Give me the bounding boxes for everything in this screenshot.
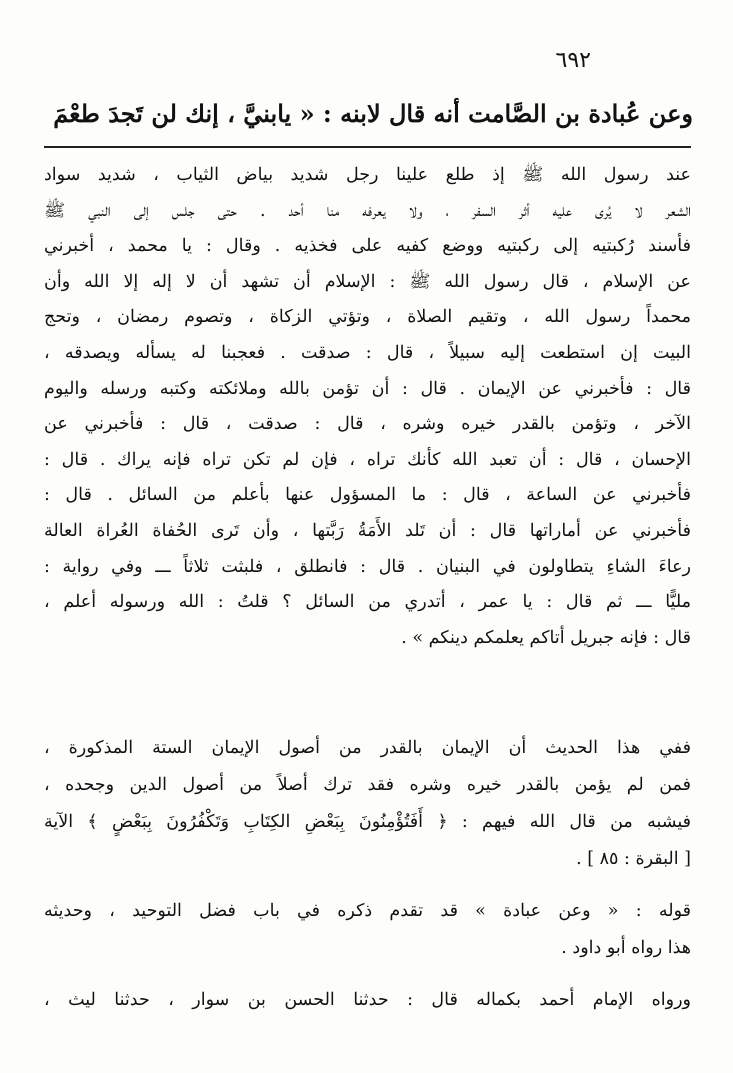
header-line: وعن عُبادة بن الصَّامت أنه قال لابنه : « يابنيَّ ، إنك لن تَجدَ طعْمَ (53, 99, 693, 128)
text-line: قال : فإنه جبريل أتاكم يعلمكم دينكم » . (401, 627, 691, 648)
text-line: رعاءَ الشاءِ يتطاولون في البنيان . قال : فانطلق ، فلبثت ثلاثاً ـــ وفي رواية : (44, 556, 691, 577)
text-line: فأخبرني عن الساعة ، قال : ما المسؤول عنها بأعلم من السائل . قال : (44, 485, 691, 506)
text-line: فأخبرني عن أماراتها قال : أن تَلد الأَمَةُ رَبَّتها ، وأن تَرى الحُفاة العُراة العالة (44, 520, 691, 541)
text-line: فيشبه من قال الله فيهم : ﴿ أَفَتُؤْمِنُونَ بِبَعْضِ الكِتَابِ وَتَكْفُرُونَ بِبَعْضٍ ﴾ الآية (44, 812, 691, 832)
text-line: الإحسان ، قال : أن تعبد الله كأنك تراه ، فإن لم تكن تراه فإنه يراك . قال : (44, 449, 691, 470)
text-line: الآخر ، وتؤمن بالقدر خيره وشره ، قال : صدقت ، قال : فأخبرني عن (44, 414, 691, 435)
text-line: قال : فأخبرني عن الإيمان . قال : أن تؤمن بالله وملائكته وكتبه ورسله واليوم (44, 378, 691, 399)
text-line: عند رسول الله ﷺ إذ طلع علينا رجل شديد بياض الثياب ، شديد سواد (44, 165, 691, 185)
text-line: هذا رواه أبو داود . (561, 938, 691, 958)
text-line: ورواه الإمام أحمد بكماله قال : حدثنا الحسن بن سوار ، حدثنا ليث ، (44, 990, 691, 1010)
text-line: الشعر لا يُرى عليه أثر السفر ، ولا يعرفه منا أحد . حتى جلس إلى النبي ﷺ (44, 200, 691, 221)
text-line: البيت إن استطعت إليه سبيلاً ، قال : صدقت . فعجبنا له يسأله ويصدقه ، (44, 342, 691, 363)
text-line: قوله : « وعن عبادة » قد تقدم ذكره في باب فضل التوحيد ، وحديثه (44, 901, 691, 921)
text-line: عن الإسلام ، قال رسول الله ﷺ : الإسلام أن تشهد أن لا إله إلا الله وأن (44, 271, 691, 292)
text-line: مليًّا ـــ ثم قال : يا عمر ، أتدري من السائل ؟ قلتُ : الله ورسوله أعلم ، (44, 592, 691, 613)
page-number: ٦٩٢ (555, 48, 591, 73)
text-line: فمن لم يؤمن بالقدر خيره وشره فقد ترك أصلاً من أصول الدين وجحده ، (44, 775, 691, 795)
text-line: فأسند رُكبتيه إلى ركبتيه ووضع كفيه على فخذيه . وقال : يا محمد ، أخبرني (44, 236, 691, 257)
commentary-paragraph (44, 730, 691, 878)
text-line: ففي هذا الحديث أن الإيمان بالقدر من أصول الإيمان الستة المذكورة ، (44, 738, 691, 758)
commentary-paragraph (44, 982, 691, 1019)
header-rule (44, 146, 691, 148)
text-line: محمداً رسول الله ، وتقيم الصلاة ، وتؤتي الزكاة ، وتصوم رمضان ، وتحج (44, 307, 691, 328)
commentary-paragraph (44, 893, 691, 967)
text-line: [ البقرة : ٨٥ ] . (576, 849, 691, 869)
hadith-text-block (44, 158, 691, 656)
